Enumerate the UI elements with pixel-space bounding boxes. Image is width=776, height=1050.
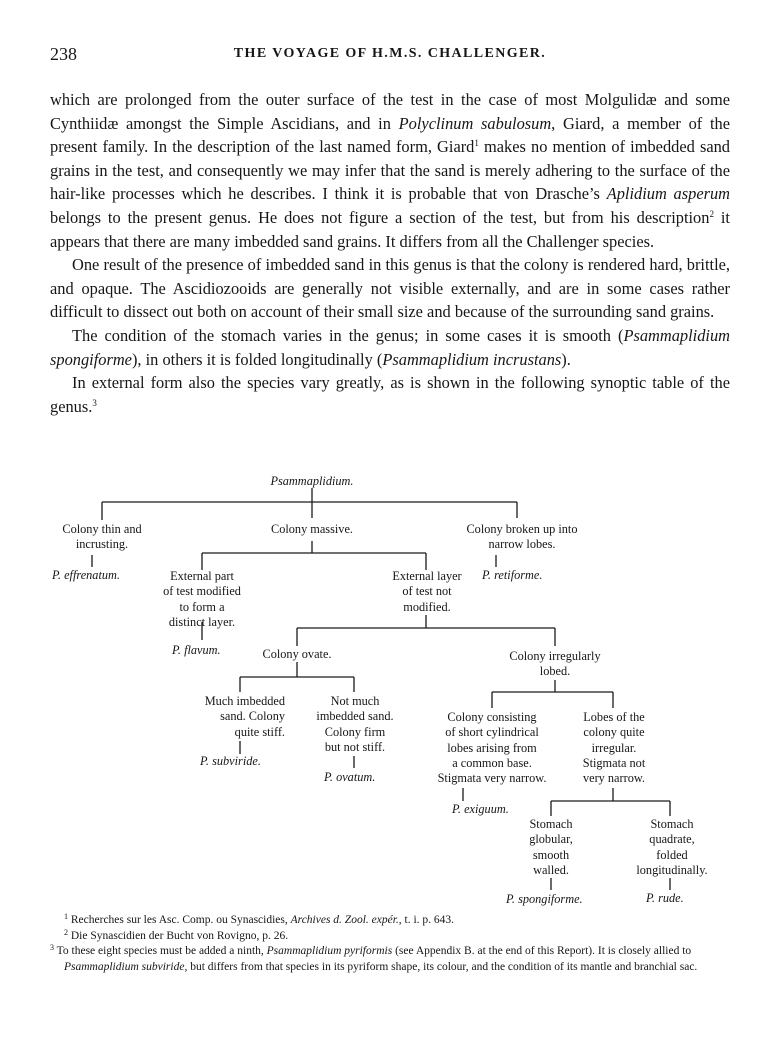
tree-node-root-genus: Psammaplidium.	[270, 474, 354, 488]
species-name: Psammaplidium incrustans	[382, 349, 562, 369]
tree-node-external-not-modified: External layer of test not modified.	[392, 569, 462, 614]
tree-leaf-subviride: P. subviride.	[200, 754, 261, 768]
species-name: Polyclinum sabulosum	[398, 113, 552, 133]
footnote-mark: 1	[64, 912, 68, 921]
footnote-ref: 3	[92, 397, 97, 408]
footnote: $^2$ Die Synascidien der Bucht von Rovigno, p. 26.	[64, 927, 289, 942]
paragraph: The condition of the stomach varies in the genus; in some cases it is smooth (Psammaplidium spongiforme), in others it is folded longitudinally (Psammaplidium incrustans).	[50, 325, 730, 369]
footnote-ref: 2	[709, 208, 714, 219]
tree-node-lobes-irregular: Lobes of the colony quite irregular. Stigmata not very narrow.	[582, 710, 646, 786]
tree-node-massive: Colony massive.	[271, 522, 353, 536]
tree-leaf-spongiforme: P. spongiforme.	[506, 892, 583, 906]
tree-leaf-ovatum: P. ovatum.	[324, 770, 376, 784]
tree-node-thin-incrusting: Colony thin and incrusting.	[62, 522, 142, 552]
tree-leaf-rude: P. rude.	[646, 891, 684, 905]
tree-node-narrow-lobes: Colony broken up into narrow lobes.	[466, 522, 578, 552]
tree-node-ovate: Colony ovate.	[262, 647, 332, 661]
footnotes	[50, 913, 730, 975]
page-header	[50, 44, 730, 66]
species-name: Aplidium asperum	[606, 184, 731, 204]
tree-node-cylindrical-lobes: Colony consisting of short cylindrical lobes arising from a common base. Stigmata very narrow.	[437, 710, 547, 786]
paragraph: which are prolonged from the outer surface of the test in the case of most Molgulidæ and some Cynthiidæ amongst the Simple Ascidians, and in Polyclinum sabulosum, Giard, a member of the present family. In the description of the last named form, Giard$^1$ makes no mention of imbedded sand grains in the test, and consequently we may infer that the sand is merely adhering to the surface of the hair-like processes which he describes. I think it is probable that von Drasche’s Aplidium asperum belongs to the present genus. He does not figure a section of the test, but from his description$^2$ it appears that there are many imbedded sand grains. It differs from all the Challenger species.	[50, 90, 731, 251]
running-title: THE VOYAGE OF H.M.S. CHALLENGER.	[233, 46, 547, 61]
tree-node-not-much-imbedded: Not much imbedded sand. Colony firm but not stiff.	[316, 694, 394, 754]
footnote-mark: 2	[64, 927, 68, 937]
tree-node-much-imbedded: Much imbedded sand. Colony quite stiff.	[204, 694, 285, 739]
body-text	[50, 88, 730, 418]
footnote-mark: 3	[50, 943, 54, 953]
tree-node-irregularly-lobed: Colony irregularly lobed.	[509, 649, 601, 679]
synoptic-table	[0, 470, 776, 910]
footnote: $^3$ To these eight species must be added a ninth, Psammaplidium pyriformis (see Appendix B. at the end of this Report). It is closely allied to Psammaplidium subviride, but differs from that species in its pyriform shape, its colour, and the condition of its mantle and branchial sac.	[50, 943, 698, 973]
species-name: Psammaplidium spongiforme	[50, 325, 730, 369]
tree-leaf-retiforme: P. retiforme.	[482, 568, 543, 582]
tree-node-external-modified: External part of test modified to form a distinct layer.	[163, 569, 241, 629]
paragraph: In external form also the species vary greatly, as is shown in the following synoptic table of the genus.$^3$	[50, 373, 730, 416]
tree-leaf-flavum: P. flavum.	[172, 643, 221, 657]
tree-node-stomach-globular: Stomach globular, smooth walled.	[529, 817, 573, 877]
footnote: $^1$ Recherches sur les Asc. Comp. ou Synascidies, Archives d. Zool. expér., t. i. p. 643.	[64, 912, 455, 926]
tree-node-stomach-quadrate: Stomach quadrate, folded longitudinally.	[636, 817, 708, 877]
footnote-ref: 1	[474, 138, 479, 149]
paragraph: One result of the presence of imbedded sand in this genus is that the colony is rendered hard, brittle, and opaque. The Ascidiozooids are generally not visible externally, and are in some cases rather difficult to dissect out both on account of their small size and because of the surrounding sand grains.	[50, 255, 730, 322]
tree-leaf-effrenatum: P. effrenatum.	[52, 568, 120, 582]
page-number: 238	[50, 44, 77, 64]
tree-leaf-exiguum: P. exiguum.	[452, 802, 509, 816]
